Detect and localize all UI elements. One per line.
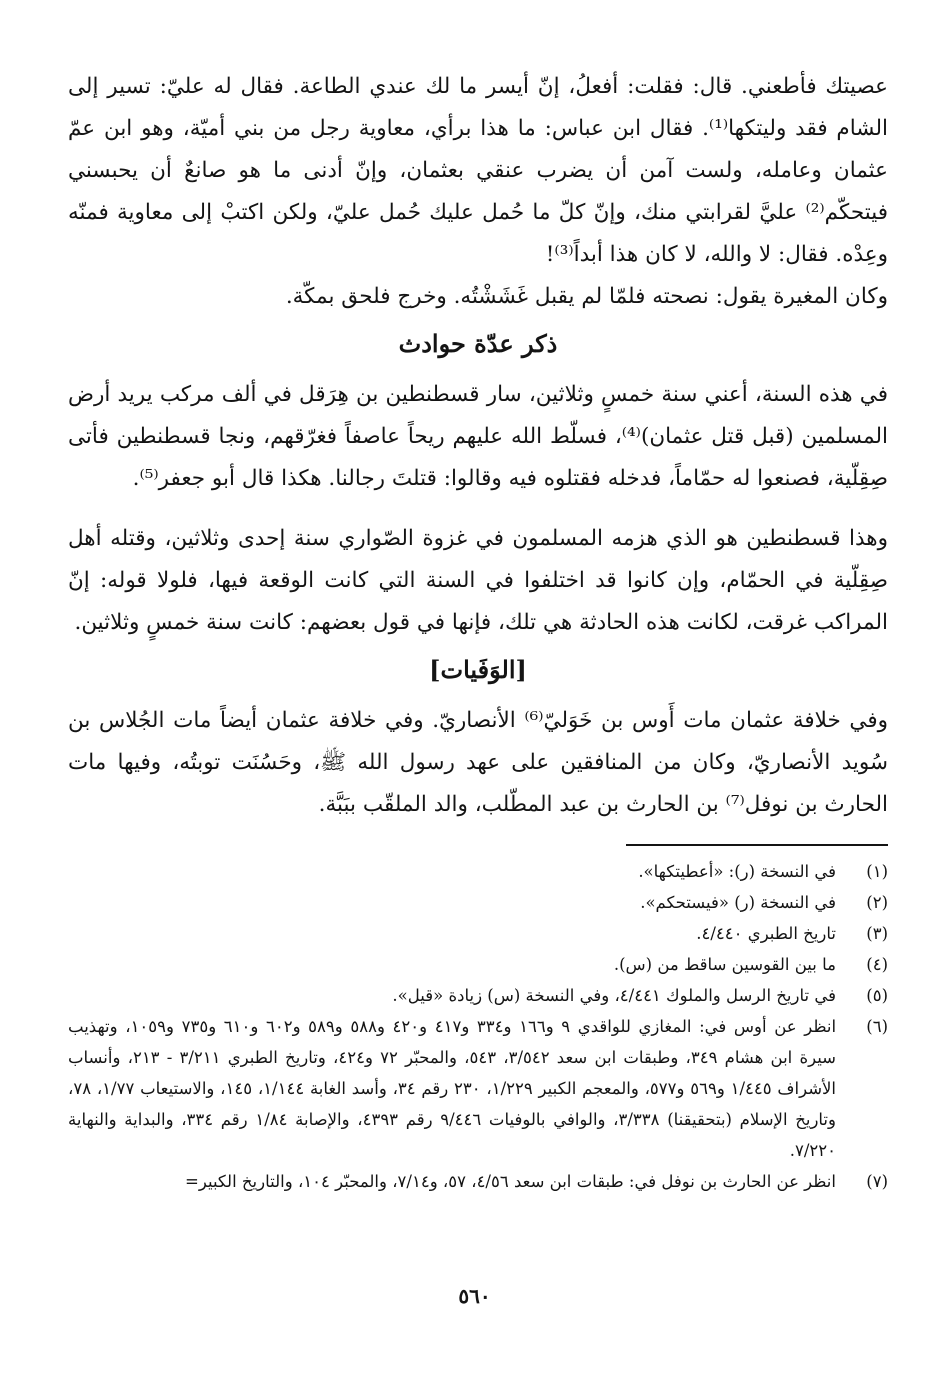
- footnote-number: (٢): [866, 893, 888, 912]
- footnote-text: في النسخة (ر) «فيستحكم».: [640, 893, 836, 912]
- footnote-item: [68, 887, 888, 918]
- footnote-item: [68, 1011, 888, 1166]
- footnote-number: (٥): [866, 986, 888, 1005]
- footnote-item: [68, 856, 888, 887]
- paragraph-sawari: وهذا قسطنطين هو الذي هزمه المسلمون في غزوة الصّواري سنة إحدى وثلاثين، وقتله أهل صِقِلّية في الحمّام، وإن كانوا قد اختلفوا في السنة التي كانت الوقعة فيها، فلولا قوله: إنّ المراكب غرقت، لكانت هذه الحادثة هي تلك، فإنها في قول بعضهم: كانت سنة خمسٍ وثلاثين.: [68, 526, 888, 635]
- footnote-text: في تاريخ الرسل والملوك ٤/٤٤١، وفي النسخة (س) زيادة «قيل».: [392, 986, 836, 1005]
- footnote-number: (١): [866, 862, 888, 881]
- section-events: [68, 374, 888, 644]
- paragraph-qustantin: في هذه السنة، أعني سنة خمسٍ وثلاثين، سار قسطنطين بن هِرَقل في ألف مركب يريد أرض المسلمين (قبل قتل عثمان)⁽⁴⁾، فسلّط الله عليهم ريحاً عاصفاً فغرّقهم، ونجا قسطنطين فأتى صِقِلّية، فصنعوا له حمّاماً، فدخله فقتلوه فيه وقالوا: قتلتَ رجالنا. هكذا قال أبو جعفر⁽⁵⁾.: [68, 382, 888, 491]
- footnote-text: ما بين القوسين ساقط من (س).: [613, 955, 836, 974]
- paragraph-mughira: وكان المغيرة يقول: نصحته فلمّا لم يقبل غَشَشْتُه. وخرج فلحق بمكّة.: [285, 284, 888, 309]
- footnote-number: (٦): [866, 1017, 888, 1036]
- footnotes: [68, 856, 888, 1197]
- footnote-item: [68, 980, 888, 1011]
- section-deaths: [68, 700, 888, 826]
- footnote-text: انظر عن أوس في: المغازي للواقدي ٩ و١٦٦ و٣٣٤ و٤١٧ و٤٢٠ و٥٨٨ و٥٨٩ و٦٠٢ و٦١٠ و٧٣٥ و١٠٥٩، وتهذيب سيرة ابن هشام ٣٤٩، وطبقات ابن سعد ٣/٥٤٢، ٥٤٣، والمحبّر ٧٢ و٤٢٤، وتاريخ الطبري ٣/٢١١ - ٢١٣، وأنساب الأشراف ١/٤٤٥ و٥٦٩ و٥٧٧، والمعجم الكبير ١/٢٢٩، ٢٣٠ رقم ٣٤، وأسد الغابة ١/١٤٤، ١٤٥، والاستيعاب ١/٧٧، ٧٨، وتاريخ الإسلام (بتحقيقنا) ٣/٣٣٨، والوافي بالوفيات ٩/٤٤٦ رقم ٤٣٩٣، والإصابة ١/٨٤ رقم ٣٣٤، والبداية والنهاية ٧/٢٢٠.: [68, 1017, 837, 1160]
- paragraph-deaths: وفي خلافة عثمان مات أَوس بن خَوَليّ⁽⁶⁾ الأنصاريّ. وفي خلافة عثمان أيضاً مات الجُلاس بن سُويد الأنصاريّ، وكان من المنافقين على عهد رسول الله ﷺ، وحَسُنَت توبتُه، وفيها مات الحارث بن نوفل⁽⁷⁾ بن الحارث بن عبد المطّلب، والد الملقّب ببَبَّة.: [68, 708, 888, 817]
- footnote-item: [68, 1166, 888, 1197]
- heading-deaths: [الوَفَيات]: [429, 655, 527, 684]
- footnote-number: (٣): [866, 924, 888, 943]
- footnote-text: تاريخ الطبري ٤/٤٤٠.: [696, 924, 836, 943]
- footnote-divider: [626, 844, 888, 846]
- footnote-item: [68, 918, 888, 949]
- footnote-text: في النسخة (ر): «أعطيتكها».: [638, 862, 836, 881]
- heading-events: ذكر عدّة حوادث: [398, 329, 558, 358]
- footnote-item: [68, 949, 888, 980]
- footnote-number: (٧): [866, 1172, 888, 1191]
- footnote-number: (٤): [866, 955, 888, 974]
- document-page: [68, 66, 888, 1197]
- section-top: [68, 66, 888, 318]
- page-number: ٥٦٠: [458, 1284, 491, 1308]
- paragraph-ali-ibn-abbas: عصيتك فأطعني. قال: فقلت: أفعلُ، إنّ أيسر ما لك عندي الطاعة. فقال له عليّ: تسير إلى الشام فقد وليتكها⁽¹⁾. فقال ابن عباس: ما هذا برأي، معاوية رجل من بني أميّة، وهو ابن عمّ عثمان وعامله، ولست آمن أن يضرب عنقي بعثمان، وإنّ أدنى ما هو صانعٌ أن يحبسني فيتحكّم⁽²⁾ عليَّ لقرابتي منك، وإنّ كلّ ما حُمل عليك حُمل عليّ، ولكن اكتبْ إلى معاوية فمنّه وعِدْه. فقال: لا والله، لا كان هذا أبداً⁽³⁾!: [68, 74, 888, 267]
- footnote-text: انظر عن الحارث بن نوفل في: طبقات ابن سعد ٤/٥٦، ٥٧، و٧/١٤، والمحبّر ١٠٤، والتاريخ الكبير=: [185, 1172, 836, 1191]
